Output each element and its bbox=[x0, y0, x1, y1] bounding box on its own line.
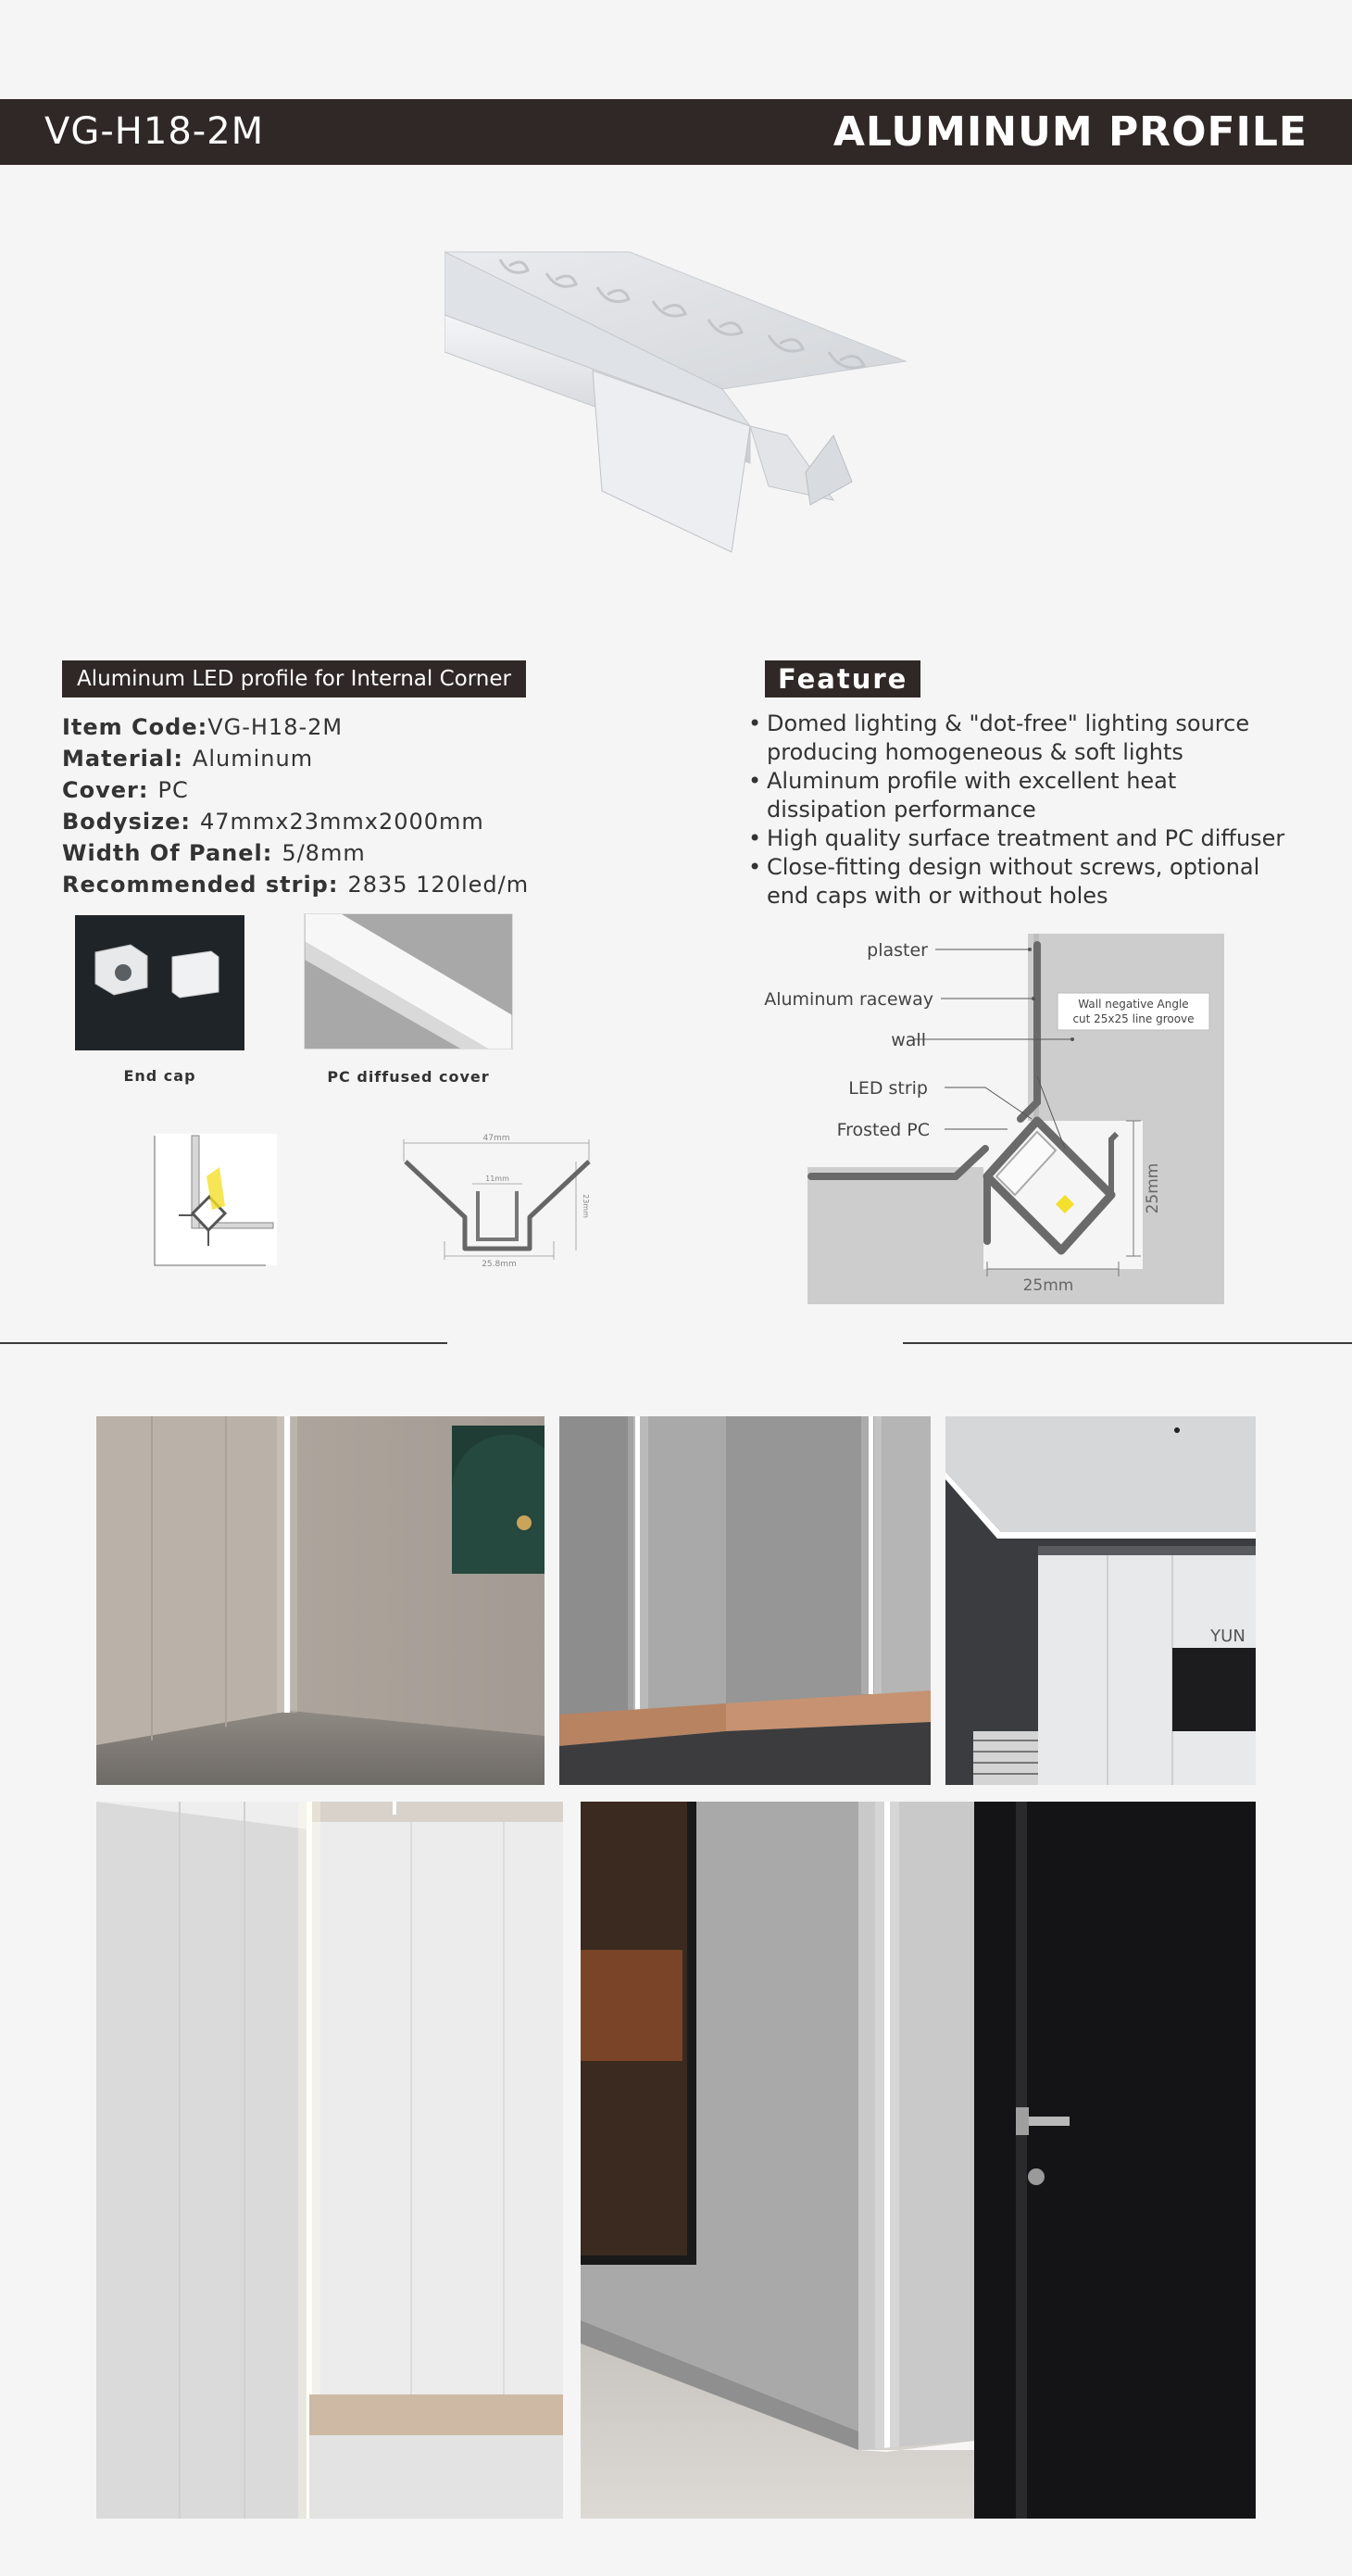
spec-recommended-strip: Recommended strip: 2835 120led/m bbox=[62, 872, 530, 898]
label-plaster: plaster bbox=[867, 940, 928, 961]
header-band bbox=[0, 99, 1352, 165]
feature-item: • High quality surface treatment and PC diffuser bbox=[746, 824, 1302, 853]
label-frosted-pc: Frosted PC bbox=[836, 1120, 930, 1140]
pc-cover-caption: PC diffused cover bbox=[327, 1068, 490, 1086]
profile-heading: Aluminum LED profile for Internal Corner bbox=[62, 660, 526, 697]
dim-top-width: 47mm bbox=[482, 1134, 510, 1143]
spec-cover: Cover: PC bbox=[62, 777, 189, 803]
spec-material: Material: Aluminum bbox=[62, 746, 314, 772]
divider-left bbox=[0, 1342, 447, 1344]
application-photo-5 bbox=[581, 1802, 1256, 2519]
divider-right bbox=[903, 1342, 1352, 1344]
installation-mini-diagram bbox=[151, 1130, 281, 1269]
spec-bodysize: Bodysize: 47mmx23mmx2000mm bbox=[62, 809, 484, 835]
application-photo-1 bbox=[96, 1416, 545, 1785]
label-aluminum-raceway: Aluminum raceway bbox=[764, 989, 933, 1010]
feature-item: • Domed lighting & "dot-free" lighting source producing homogeneous & soft lights bbox=[746, 710, 1302, 767]
installation-diagram bbox=[759, 926, 1241, 1306]
spec-list bbox=[62, 711, 655, 900]
application-photo-3 bbox=[945, 1416, 1256, 1785]
dim-vertical: 25mm bbox=[1144, 1162, 1162, 1214]
feature-item: • Aluminum profile with excellent heat dissipation performance bbox=[746, 767, 1302, 824]
cross-section-drawing bbox=[400, 1130, 595, 1269]
spec-panel-width: Width Of Panel: 5/8mm bbox=[62, 840, 366, 866]
spec-item-code: Item Code:VG-H18-2M bbox=[62, 714, 344, 740]
application-photo-4 bbox=[96, 1802, 563, 2519]
note-line-2: cut 25x25 line groove bbox=[1072, 1012, 1195, 1025]
end-cap-image bbox=[75, 915, 244, 1050]
feature-heading: Feature bbox=[765, 660, 920, 697]
product-code: VG-H18-2M bbox=[44, 110, 265, 153]
dim-bottom-width: 25.8mm bbox=[482, 1260, 517, 1269]
feature-item: • Close-fitting design without screws, optional end caps with or without holes bbox=[746, 853, 1302, 911]
page-title: ALUMINUM PROFILE bbox=[832, 108, 1308, 156]
note-line-1: Wall negative Angle bbox=[1078, 998, 1189, 1011]
label-wall: wall bbox=[891, 1030, 926, 1050]
product-render bbox=[444, 250, 908, 556]
end-cap-caption: End cap bbox=[123, 1067, 196, 1085]
dim-height: 23mm bbox=[582, 1194, 590, 1218]
sign-text: YUN bbox=[1210, 1627, 1246, 1646]
pc-cover-image bbox=[304, 913, 513, 1049]
dim-horizontal: 25mm bbox=[1022, 1276, 1074, 1295]
dim-inner-width: 11mm bbox=[485, 1175, 509, 1183]
label-led-strip: LED strip bbox=[848, 1078, 928, 1099]
feature-list bbox=[746, 710, 1302, 911]
application-photo-2 bbox=[559, 1416, 931, 1785]
